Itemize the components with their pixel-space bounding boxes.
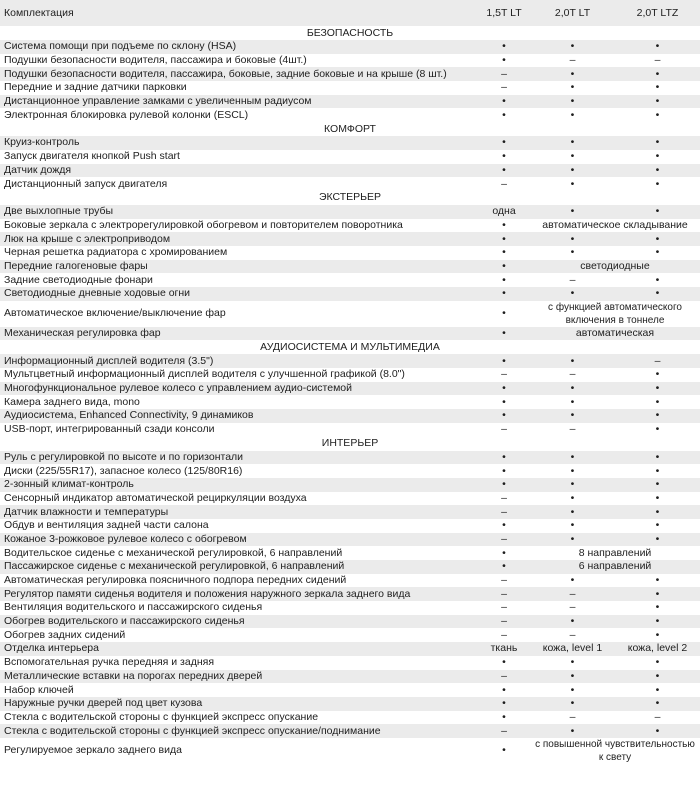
table-row xyxy=(0,656,700,670)
table-row xyxy=(0,287,700,301)
header-trim-1: 1,5T LT xyxy=(478,0,530,26)
feature-name: USB-порт, интегрированный сзади консоли xyxy=(0,423,478,437)
feature-name: Передние и задние датчики парковки xyxy=(0,81,478,95)
trim-value-2: • xyxy=(530,615,615,629)
trim-value-1: • xyxy=(478,395,530,409)
trim-value-1: – xyxy=(478,368,530,382)
trim-value-2: • xyxy=(530,451,615,465)
trim-value-2: • xyxy=(530,519,615,533)
table-row xyxy=(0,519,700,533)
table-row xyxy=(0,301,700,327)
trim-value-2: кожа, level 1 xyxy=(530,642,615,656)
trim-value-3: кожа, level 2 xyxy=(615,642,700,656)
trim-value-1: • xyxy=(478,287,530,301)
table-row xyxy=(0,546,700,560)
trim-value-1: • xyxy=(478,382,530,396)
feature-name: Сенсорный индикатор автоматической рециркуляции воздуха xyxy=(0,492,478,506)
trim-value-2: • xyxy=(530,81,615,95)
table-row xyxy=(0,533,700,547)
trim-value-1: – xyxy=(478,177,530,191)
feature-name: Автоматическая регулировка поясничного подпора передних сидений xyxy=(0,574,478,588)
trim-value-merged: 8 направлений xyxy=(530,546,700,560)
header-name: Комплектация xyxy=(0,0,478,26)
trim-value-3: • xyxy=(615,273,700,287)
trim-value-1: – xyxy=(478,587,530,601)
trim-value-1: – xyxy=(478,628,530,642)
table-row xyxy=(0,246,700,260)
trim-value-1: • xyxy=(478,738,530,764)
trim-value-3: • xyxy=(615,587,700,601)
feature-name: Стекла с водительской стороны с функцией экспресс опускание xyxy=(0,711,478,725)
trim-value-merged: с функцией автоматического включения в тоннеле xyxy=(530,301,700,327)
feature-name: Информационный дисплей водителя (3.5") xyxy=(0,354,478,368)
trim-value-2: • xyxy=(530,382,615,396)
feature-name: Регулятор памяти сиденья водителя и положения наружного зеркала заднего вида xyxy=(0,587,478,601)
trim-value-merged: 6 направлений xyxy=(530,560,700,574)
table-row xyxy=(0,164,700,178)
trim-value-1: • xyxy=(478,108,530,122)
table-row xyxy=(0,628,700,642)
feature-name: Вентиляция водительского и пассажирского сиденья xyxy=(0,601,478,615)
feature-name: Две выхлопные трубы xyxy=(0,205,478,219)
table-row xyxy=(0,464,700,478)
feature-name: Датчик влажности и температуры xyxy=(0,505,478,519)
trim-value-3: • xyxy=(615,533,700,547)
feature-name: Набор ключей xyxy=(0,683,478,697)
trim-value-2: – xyxy=(530,711,615,725)
trim-value-2: • xyxy=(530,67,615,81)
trim-value-1: – xyxy=(478,533,530,547)
trim-value-2: • xyxy=(530,533,615,547)
trim-value-2: • xyxy=(530,177,615,191)
feature-name: Дистанционное управление замками с увеличенным радиусом xyxy=(0,95,478,109)
trim-value-3: • xyxy=(615,683,700,697)
trim-value-1: • xyxy=(478,260,530,274)
table-row xyxy=(0,601,700,615)
trim-value-3: • xyxy=(615,423,700,437)
trim-value-2: • xyxy=(530,287,615,301)
trim-value-1: • xyxy=(478,246,530,260)
trim-value-3: • xyxy=(615,601,700,615)
feature-name: Передние галогеновые фары xyxy=(0,260,478,274)
table-row xyxy=(0,587,700,601)
trim-value-1: • xyxy=(478,409,530,423)
feature-name: Металлические вставки на порогах передних дверей xyxy=(0,670,478,684)
trim-value-2: – xyxy=(530,368,615,382)
feature-name: Руль с регулировкой по высоте и по горизонтали xyxy=(0,451,478,465)
trim-value-1: – xyxy=(478,615,530,629)
feature-name: Запуск двигателя кнопкой Push start xyxy=(0,150,478,164)
feature-name: Подушки безопасности водителя, пассажира и боковые (4шт.) xyxy=(0,54,478,68)
feature-name: Регулируемое зеркало заднего вида xyxy=(0,738,478,764)
trim-value-1: – xyxy=(478,423,530,437)
trim-value-1: ткань xyxy=(478,642,530,656)
feature-name: Вспомогательная ручка передняя и задняя xyxy=(0,656,478,670)
table-row xyxy=(0,711,700,725)
trim-value-1: – xyxy=(478,601,530,615)
trim-value-3: • xyxy=(615,164,700,178)
table-row xyxy=(0,382,700,396)
trim-value-3: • xyxy=(615,246,700,260)
feature-name: Подушки безопасности водителя, пассажира, боковые, задние боковые и на крыше (8 шт.) xyxy=(0,67,478,81)
feature-name: Мультцветный информационный дисплей водителя с улучшенной графикой (8.0") xyxy=(0,368,478,382)
trim-value-2: • xyxy=(530,40,615,54)
trim-value-2: – xyxy=(530,587,615,601)
table-row xyxy=(0,683,700,697)
table-row xyxy=(0,327,700,341)
trim-value-3: • xyxy=(615,382,700,396)
feature-name: Светодиодные дневные ходовые огни xyxy=(0,287,478,301)
trim-value-1: – xyxy=(478,574,530,588)
trim-value-2: • xyxy=(530,478,615,492)
trim-value-2: – xyxy=(530,628,615,642)
table-row xyxy=(0,505,700,519)
trim-value-3: • xyxy=(615,232,700,246)
trim-value-1: • xyxy=(478,54,530,68)
trim-value-3: • xyxy=(615,81,700,95)
table-row xyxy=(0,219,700,233)
trim-value-2: • xyxy=(530,232,615,246)
trim-value-2: • xyxy=(530,164,615,178)
trim-value-1: – xyxy=(478,724,530,738)
feature-name: Датчик дождя xyxy=(0,164,478,178)
trim-value-2: • xyxy=(530,108,615,122)
trim-value-2: • xyxy=(530,724,615,738)
trim-value-1: • xyxy=(478,354,530,368)
trim-value-1: – xyxy=(478,67,530,81)
trim-value-3: • xyxy=(615,505,700,519)
trim-value-2: – xyxy=(530,273,615,287)
feature-name: Задние светодиодные фонари xyxy=(0,273,478,287)
section-title: КОМФОРТ xyxy=(0,122,700,136)
section-header xyxy=(0,340,700,354)
trim-value-3: • xyxy=(615,40,700,54)
table-row xyxy=(0,150,700,164)
trim-value-2: • xyxy=(530,574,615,588)
trim-value-1: • xyxy=(478,451,530,465)
trim-value-1: • xyxy=(478,560,530,574)
feature-name: Дистанционный запуск двигателя xyxy=(0,177,478,191)
table-row xyxy=(0,67,700,81)
trim-value-3: • xyxy=(615,108,700,122)
section-header xyxy=(0,437,700,451)
table-row xyxy=(0,108,700,122)
table-row xyxy=(0,724,700,738)
trim-value-3: • xyxy=(615,519,700,533)
trim-value-2: • xyxy=(530,205,615,219)
trim-value-3: • xyxy=(615,395,700,409)
feature-name: Стекла с водительской стороны с функцией экспресс опускание/поднимание xyxy=(0,724,478,738)
trim-value-2: • xyxy=(530,670,615,684)
feature-name: Автоматическое включение/выключение фар xyxy=(0,301,478,327)
trim-value-2: • xyxy=(530,136,615,150)
trim-value-1: • xyxy=(478,301,530,327)
trim-value-3: • xyxy=(615,67,700,81)
trim-value-1: • xyxy=(478,164,530,178)
feature-name: 2-зонный климат-контроль xyxy=(0,478,478,492)
trim-value-1: • xyxy=(478,273,530,287)
trim-value-3: • xyxy=(615,697,700,711)
trim-value-3: • xyxy=(615,574,700,588)
trim-value-merged: с повышенной чувствительностью к свету xyxy=(530,738,700,764)
trim-value-merged: автоматическая xyxy=(530,327,700,341)
trim-value-2: – xyxy=(530,601,615,615)
header-trim-2: 2,0T LT xyxy=(530,0,615,26)
trim-value-1: – xyxy=(478,670,530,684)
trim-value-3: • xyxy=(615,136,700,150)
feature-name: Система помощи при подъеме по склону (HSA) xyxy=(0,40,478,54)
table-row xyxy=(0,368,700,382)
feature-name: Кожаное 3-рожковое рулевое колесо с обогревом xyxy=(0,533,478,547)
table-row xyxy=(0,395,700,409)
table-row xyxy=(0,54,700,68)
trim-value-1: • xyxy=(478,478,530,492)
trim-value-2: – xyxy=(530,423,615,437)
section-title: БЕЗОПАСНОСТЬ xyxy=(0,26,700,40)
section-title: ИНТЕРЬЕР xyxy=(0,437,700,451)
table-row xyxy=(0,273,700,287)
feature-name: Обдув и вентиляция задней части салона xyxy=(0,519,478,533)
table-row xyxy=(0,232,700,246)
trim-value-3: • xyxy=(615,628,700,642)
trim-value-3: – xyxy=(615,54,700,68)
trim-value-3: • xyxy=(615,464,700,478)
table-row xyxy=(0,478,700,492)
trim-value-1: • xyxy=(478,711,530,725)
table-row xyxy=(0,205,700,219)
trim-value-1: – xyxy=(478,492,530,506)
trim-value-1: • xyxy=(478,519,530,533)
feature-name: Аудиосистема, Enhanced Connectivity, 9 динамиков xyxy=(0,409,478,423)
feature-name: Отделка интерьера xyxy=(0,642,478,656)
table-row xyxy=(0,738,700,764)
trim-value-3: • xyxy=(615,368,700,382)
trim-value-2: – xyxy=(530,54,615,68)
trim-value-1: • xyxy=(478,683,530,697)
feature-name: Механическая регулировка фар xyxy=(0,327,478,341)
table-row xyxy=(0,560,700,574)
trim-value-merged: автоматическое складывание xyxy=(530,219,700,233)
table-row xyxy=(0,40,700,54)
trim-value-2: • xyxy=(530,354,615,368)
table-body xyxy=(0,26,700,764)
section-title: АУДИОСИСТЕМА И МУЛЬТИМЕДИА xyxy=(0,340,700,354)
trim-value-1: • xyxy=(478,327,530,341)
section-header xyxy=(0,26,700,40)
feature-name: Наружные ручки дверей под цвет кузова xyxy=(0,697,478,711)
trim-value-3: • xyxy=(615,205,700,219)
trim-value-2: • xyxy=(530,683,615,697)
table-row xyxy=(0,492,700,506)
trim-value-3: • xyxy=(615,492,700,506)
trim-value-2: • xyxy=(530,409,615,423)
feature-name: Водительское сиденье с механической регулировкой, 6 направлений xyxy=(0,546,478,560)
trim-value-3: – xyxy=(615,711,700,725)
trim-value-2: • xyxy=(530,464,615,478)
trim-value-1: • xyxy=(478,150,530,164)
trim-value-2: • xyxy=(530,492,615,506)
table-row xyxy=(0,423,700,437)
table-row xyxy=(0,81,700,95)
trim-value-1: • xyxy=(478,546,530,560)
trim-value-1: – xyxy=(478,81,530,95)
trim-value-1: • xyxy=(478,232,530,246)
trim-value-2: • xyxy=(530,697,615,711)
feature-name: Люк на крыше с электроприводом xyxy=(0,232,478,246)
feature-name: Электронная блокировка рулевой колонки (ESCL) xyxy=(0,108,478,122)
trim-value-3: • xyxy=(615,451,700,465)
table-row xyxy=(0,615,700,629)
trim-value-3: – xyxy=(615,354,700,368)
trim-value-3: • xyxy=(615,95,700,109)
trim-value-3: • xyxy=(615,615,700,629)
table-row xyxy=(0,451,700,465)
header-trim-3: 2,0T LTZ xyxy=(615,0,700,26)
trim-value-3: • xyxy=(615,177,700,191)
feature-name: Черная решетка радиатора с хромированием xyxy=(0,246,478,260)
table-row xyxy=(0,642,700,656)
trim-value-1: • xyxy=(478,656,530,670)
trim-value-2: • xyxy=(530,656,615,670)
trim-value-3: • xyxy=(615,670,700,684)
trim-value-3: • xyxy=(615,656,700,670)
trim-value-1: • xyxy=(478,219,530,233)
table-row xyxy=(0,409,700,423)
trim-value-merged: светодиодные xyxy=(530,260,700,274)
feature-name: Камера заднего вида, mono xyxy=(0,395,478,409)
trim-value-1: • xyxy=(478,464,530,478)
table-header-row xyxy=(0,0,700,26)
table-row xyxy=(0,177,700,191)
trim-value-3: • xyxy=(615,478,700,492)
feature-name: Обогрев задних сидений xyxy=(0,628,478,642)
section-title: ЭКСТЕРЬЕР xyxy=(0,191,700,205)
table-row xyxy=(0,574,700,588)
trim-value-2: • xyxy=(530,150,615,164)
trim-value-3: • xyxy=(615,409,700,423)
feature-name: Обогрев водительского и пассажирского сиденья xyxy=(0,615,478,629)
trim-value-1: • xyxy=(478,136,530,150)
table-row xyxy=(0,260,700,274)
section-header xyxy=(0,122,700,136)
table-row xyxy=(0,670,700,684)
trim-value-2: • xyxy=(530,95,615,109)
trim-value-2: • xyxy=(530,505,615,519)
trim-value-1: – xyxy=(478,505,530,519)
feature-name: Пассажирское сиденье с механической регулировкой, 6 направлений xyxy=(0,560,478,574)
feature-name: Многофункциональное рулевое колесо с управлением аудио-системой xyxy=(0,382,478,396)
trim-value-1: • xyxy=(478,95,530,109)
trim-value-1: одна xyxy=(478,205,530,219)
feature-name: Диски (225/55R17), запасное колесо (125/80R16) xyxy=(0,464,478,478)
feature-name: Боковые зеркала с электрорегулировкой обогревом и повторителем поворотника xyxy=(0,219,478,233)
trim-value-2: • xyxy=(530,246,615,260)
trim-value-1: • xyxy=(478,40,530,54)
table-row xyxy=(0,95,700,109)
section-header xyxy=(0,191,700,205)
trim-value-3: • xyxy=(615,287,700,301)
feature-name: Круиз-контроль xyxy=(0,136,478,150)
table-row xyxy=(0,697,700,711)
trim-value-1: • xyxy=(478,697,530,711)
trim-value-2: • xyxy=(530,395,615,409)
table-row xyxy=(0,136,700,150)
trim-value-3: • xyxy=(615,150,700,164)
trim-value-3: • xyxy=(615,724,700,738)
table-row xyxy=(0,354,700,368)
